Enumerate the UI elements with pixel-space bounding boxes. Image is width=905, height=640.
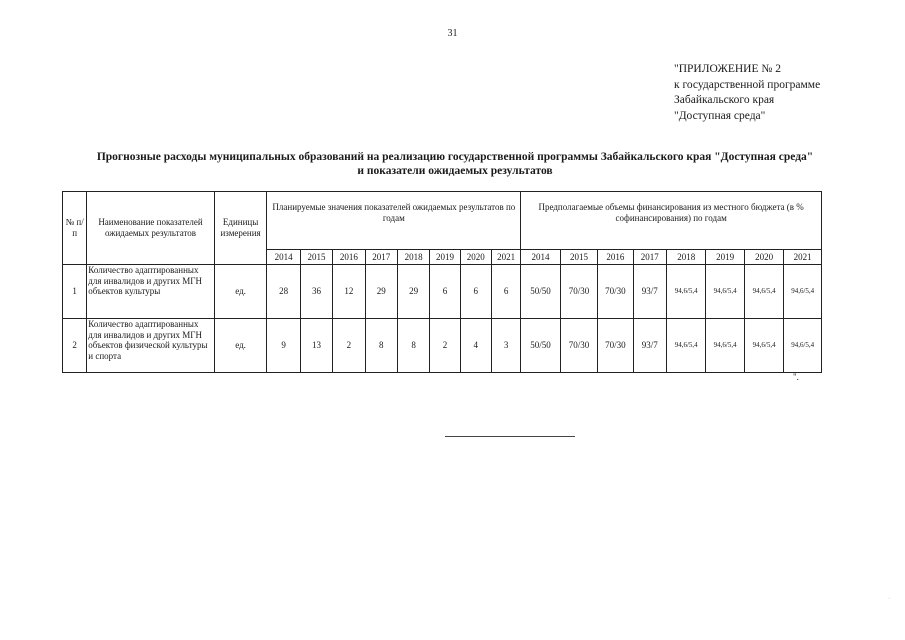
separator-line [445,436,575,437]
financing-share-cell: 94,6/5,4 [666,265,705,319]
header-planned: Планируемые значения показателей ожидаемых результатов по годам [267,192,521,250]
financing-share-cell: 93/7 [633,265,666,319]
results-table [62,191,822,373]
unit-cell: ед. [214,265,267,319]
planned-value-cell: 36 [300,265,332,319]
financing-share-cell: 94,6/5,4 [706,265,744,319]
financing-share-cell: 94,6/5,4 [744,319,783,373]
planned-value-cell: 13 [300,319,332,373]
planned-value-cell: 12 [333,265,365,319]
year-header-financing: 2020 [744,250,783,265]
financing-share-cell: 94,6/5,4 [784,319,822,373]
appendix-line-4: "Доступная среда" [674,109,766,122]
financing-share-cell: 94,6/5,4 [706,319,744,373]
header-num: № п/п [63,192,87,265]
row-num-cell: 1 [63,265,87,319]
financing-share-cell: 70/30 [560,265,597,319]
corner-mark: · [888,596,890,602]
year-header-planned: 2015 [300,250,332,265]
header-financing: Предполагаемые объемы финансирования из местного бюджета (в % софинансирования) по годам [521,192,822,250]
financing-share-cell: 94,6/5,4 [666,319,705,373]
table-row [63,265,822,319]
year-header-planned: 2018 [397,250,429,265]
year-header-financing: 2015 [560,250,597,265]
year-header-planned: 2014 [267,250,300,265]
financing-share-cell: 93/7 [633,319,666,373]
planned-value-cell: 4 [460,319,491,373]
financing-share-cell: 70/30 [598,319,633,373]
year-header-financing: 2014 [521,250,560,265]
planned-value-cell: 3 [491,319,520,373]
financing-share-cell: 70/30 [598,265,633,319]
appendix-header [674,62,820,124]
indicator-name-cell: Количество адаптированных для инвалидов и других МГН объектов культуры [87,265,214,319]
appendix-line-1: "ПРИЛОЖЕНИЕ № 2 [674,63,781,75]
planned-value-cell: 6 [460,265,491,319]
year-header-financing: 2019 [706,250,744,265]
year-header-planned: 2016 [333,250,365,265]
indicator-name-cell: Количество адаптированных для инвалидов и других МГН объектов физической культуры и спорта [87,319,214,373]
year-header-financing: 2018 [666,250,705,265]
page-number: 31 [447,28,458,39]
closing-mark: ". [793,372,799,382]
table-body [63,265,822,373]
unit-cell: ед. [214,319,267,373]
financing-share-cell: 50/50 [521,265,560,319]
planned-value-cell: 6 [491,265,520,319]
financing-share-cell: 94,6/5,4 [744,265,783,319]
planned-value-cell: 8 [397,319,429,373]
year-header-planned: 2020 [460,250,491,265]
planned-value-cell: 2 [333,319,365,373]
planned-value-cell: 2 [430,319,460,373]
document-title [40,150,870,178]
row-num-cell: 2 [63,319,87,373]
planned-value-cell: 6 [430,265,460,319]
header-name: Наименование показателей ожидаемых результатов [87,192,214,265]
planned-value-cell: 29 [397,265,429,319]
appendix-line-3: Забайкальского края [674,94,775,106]
header-unit: Единицы измерения [214,192,267,265]
year-header-planned: 2021 [491,250,520,265]
financing-share-cell: 70/30 [560,319,597,373]
title-line-2: и показатели ожидаемых результатов [357,165,553,177]
planned-value-cell: 8 [365,319,397,373]
year-header-financing: 2021 [784,250,822,265]
year-header-financing: 2016 [598,250,633,265]
year-header-planned: 2017 [365,250,397,265]
financing-share-cell: 50/50 [521,319,560,373]
year-header-planned: 2019 [430,250,460,265]
year-header-financing: 2017 [633,250,666,265]
title-line-1: Прогнозные расходы муниципальных образований на реализацию государственной программы Забайкальского края "Доступная среда" [96,151,814,163]
financing-share-cell: 94,6/5,4 [784,265,822,319]
planned-value-cell: 9 [267,319,300,373]
planned-value-cell: 29 [365,265,397,319]
appendix-line-2: к государственной программе [674,78,821,91]
table-row [63,319,822,373]
planned-value-cell: 28 [267,265,300,319]
